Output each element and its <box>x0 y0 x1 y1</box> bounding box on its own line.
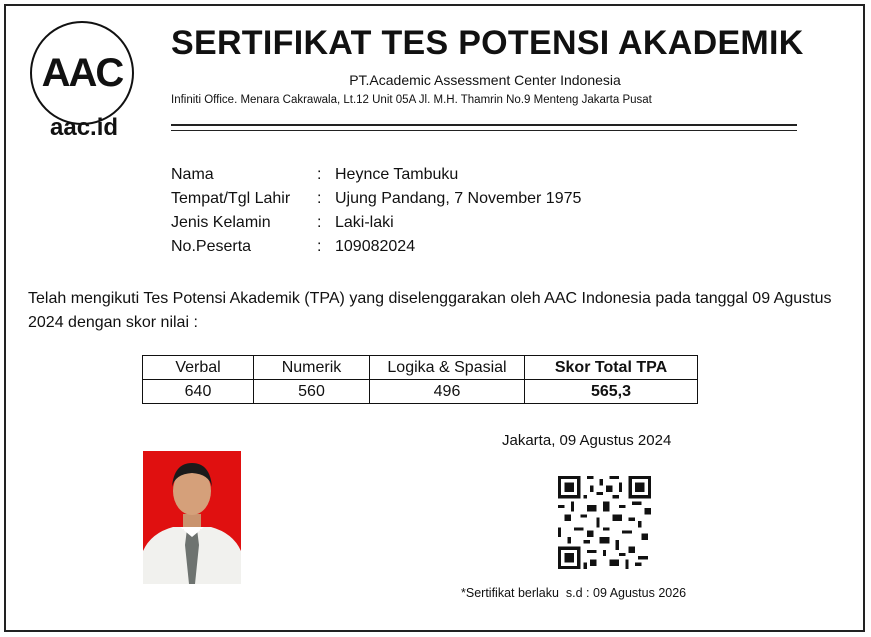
header-divider <box>171 124 797 126</box>
field-value: Laki-laki <box>335 214 394 231</box>
company-name: PT.Academic Assessment Center Indonesia <box>349 72 621 88</box>
score-header-row <box>143 356 698 380</box>
certificate <box>4 4 865 632</box>
score-table <box>142 355 698 404</box>
aac-logo <box>30 21 134 125</box>
field-colon: : <box>317 238 322 255</box>
score-header-total: Skor Total TPA <box>525 356 698 380</box>
score-logika: 496 <box>370 380 525 404</box>
validity-note: *Sertifikat berlaku s.d : 09 Agustus 2026 <box>461 586 687 600</box>
score-header-numerik: Numerik <box>254 356 370 380</box>
field-value: Heynce Tambuku <box>335 166 459 183</box>
field-colon: : <box>317 214 322 231</box>
certificate-title: SERTIFIKAT TES POTENSI AKADEMIK <box>171 24 804 62</box>
score-value-row <box>143 380 698 404</box>
field-label: Tempat/Tgl Lahir <box>171 190 291 207</box>
field-colon: : <box>317 166 322 183</box>
field-colon: : <box>317 190 322 207</box>
person-photo-icon <box>143 451 241 584</box>
score-header-logika: Logika & Spasial <box>370 356 525 380</box>
score-total: 565,3 <box>525 380 698 404</box>
field-label: Jenis Kelamin <box>171 214 271 231</box>
qr-code-icon <box>558 476 651 569</box>
logo-url: aac.id <box>50 114 119 141</box>
score-numerik: 560 <box>254 380 370 404</box>
company-address: Infiniti Office. Menara Cakrawala, Lt.12 Unit 05A Jl. M.H. Thamrin No.9 Menteng Jakarta Pusat <box>171 94 652 106</box>
score-verbal: 640 <box>143 380 254 404</box>
field-value: Ujung Pandang, 7 November 1975 <box>335 190 582 207</box>
statement-text: Telah mengikuti Tes Potensi Akademik (TPA) yang diselenggarakan oleh AAC Indonesia pada tanggal 09 Agustus 2024 dengan skor nilai : <box>28 290 832 331</box>
field-value: 109082024 <box>335 238 416 255</box>
score-header-verbal: Verbal <box>143 356 254 380</box>
participant-photo <box>143 451 241 584</box>
field-label: No.Peserta <box>171 238 252 255</box>
field-label: Nama <box>171 166 214 183</box>
header-divider-thin <box>171 130 797 131</box>
issue-place-date: Jakarta, 09 Agustus 2024 <box>502 432 672 449</box>
logo-text: AAC <box>41 50 123 95</box>
